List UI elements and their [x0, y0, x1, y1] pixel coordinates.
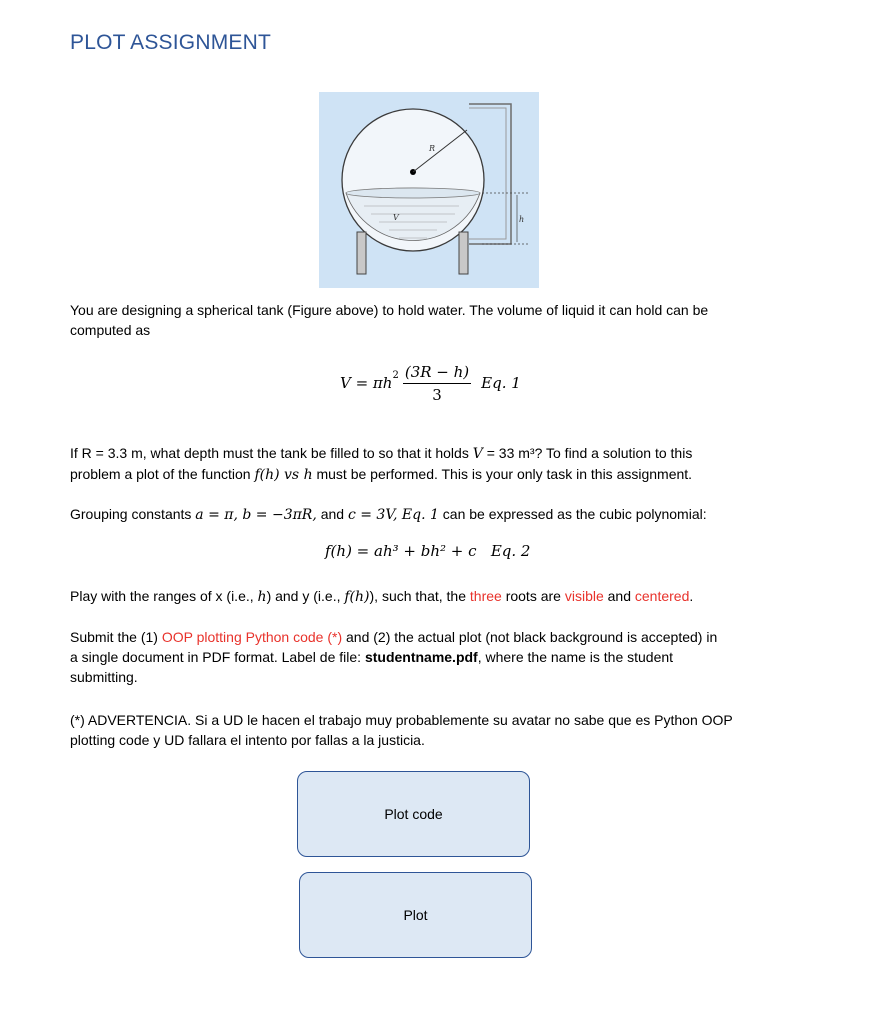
- equation-1: V = πh $^2$ $\frac{(3R - h)}{3}$ Eq. 1: [340, 362, 521, 404]
- play-paragraph: Play with the ranges of x (i.e., h) and y (i.e., f(h)), such that, the three roots are visible and centered.: [70, 588, 694, 605]
- equation-2: f(h) = ah³ + bh² + c Eq. 2: [325, 542, 531, 560]
- radius-label: R: [429, 144, 436, 153]
- plot-code-button[interactable]: [297, 771, 530, 857]
- spherical-tank-figure: [319, 92, 539, 288]
- question-paragraph: If R = 3.3 m, what depth must the tank be filled to so that it holds V = 33 m³? To find a solution to this problem a plot of the function f(h) vs h must be performed. This is your only task in this assignment.: [70, 445, 693, 483]
- plot-button[interactable]: [299, 872, 532, 958]
- intro-paragraph: You are designing a spherical tank (Figure above) to hold water. The volume of liquid it can hold can be computed as: [70, 302, 709, 338]
- plot-code-label: Plot code: [384, 806, 443, 822]
- height-label: h: [519, 215, 525, 224]
- grouping-paragraph: Grouping constants a = π, b = −3πR, and c = 3V, Eq. 1 can be expressed as the cubic polynomial:: [70, 506, 707, 523]
- volume-label: V: [393, 213, 399, 222]
- plot-label: Plot: [403, 907, 428, 923]
- page-title: PLOT ASSIGNMENT: [70, 31, 271, 54]
- submit-paragraph: Submit the (1) OOP plotting Python code (*) and (2) the actual plot (not black background is accepted) in a single document in PDF format. Label de file: studentname.pdf, where the name is the student submitting.: [70, 629, 718, 685]
- warning-paragraph: (*) ADVERTENCIA. Si a UD le hacen el trabajo muy probablemente su avatar no sabe que es Python OOP plotting code y UD fallara el intento por fallas a la justicia.: [70, 712, 733, 748]
